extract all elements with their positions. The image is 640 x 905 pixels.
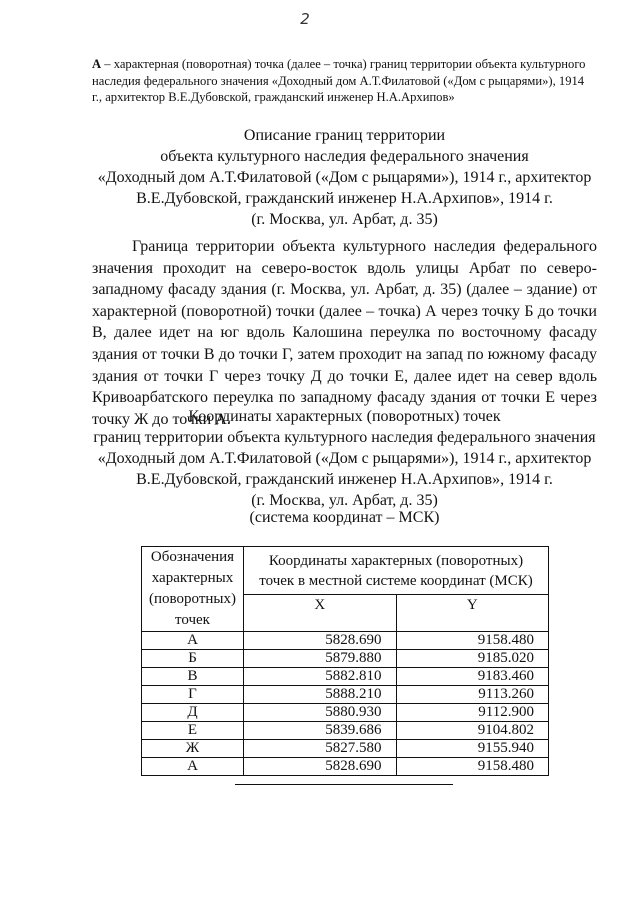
table-row bbox=[142, 686, 549, 704]
y-cell: 9155.940 bbox=[396, 740, 549, 758]
description-title-line: (г. Москва, ул. Арбат, д. 35) bbox=[251, 211, 438, 228]
point-cell: Б bbox=[142, 650, 244, 668]
table-row bbox=[142, 704, 549, 722]
y-cell: 9112.900 bbox=[396, 704, 549, 722]
x-cell: 5882.810 bbox=[244, 668, 397, 686]
coordinates-group-header-line: точек в местной системе координат (МСК) bbox=[259, 572, 533, 589]
x-cell: 5879.880 bbox=[244, 650, 397, 668]
x-cell: 5827.580 bbox=[244, 740, 397, 758]
description-title bbox=[92, 125, 597, 230]
footnote-term: А bbox=[92, 57, 102, 71]
y-cell: 9158.480 bbox=[396, 758, 549, 776]
coordinates-group-header bbox=[244, 547, 549, 595]
table-row bbox=[142, 758, 549, 776]
point-label-header-line: характерных bbox=[151, 570, 234, 586]
coordinates-title bbox=[92, 406, 597, 511]
description-title-line: «Доходный дом А.Т.Филатовой («Дом с рыцарями»), 1914 г., архитектор bbox=[97, 169, 592, 186]
table-row bbox=[142, 650, 549, 668]
coordinates-group-header-line: Координаты характерных (поворотных) bbox=[268, 552, 524, 569]
point-cell: А bbox=[142, 758, 244, 776]
y-cell: 9185.020 bbox=[396, 650, 549, 668]
y-cell: 9183.460 bbox=[396, 668, 549, 686]
point-label-header bbox=[142, 547, 244, 632]
page-number: 2 bbox=[300, 10, 310, 28]
coordinates-title-line: (г. Москва, ул. Арбат, д. 35) bbox=[251, 492, 438, 509]
point-cell: Ж bbox=[142, 740, 244, 758]
x-cell: 5880.930 bbox=[244, 704, 397, 722]
y-cell: 9104.802 bbox=[396, 722, 549, 740]
point-cell: Е bbox=[142, 722, 244, 740]
coordinates-title-line: В.Е.Дубовской, гражданский инженер Н.А.Архипов», 1914 г. bbox=[136, 471, 553, 488]
description-title-line: объекта культурного наследия федерального значения bbox=[160, 148, 529, 165]
description-title-line: В.Е.Дубовской, гражданский инженер Н.А.Архипов», 1914 г. bbox=[136, 190, 553, 207]
x-column-header: X bbox=[244, 595, 397, 632]
point-cell: А bbox=[142, 632, 244, 650]
coordinate-system-note: (система координат – МСК) bbox=[249, 509, 440, 526]
footnote-text: – характерная (поворотная) точка (далее – точка) границ территории объекта культурного наследия федерального значения «Доходный дом А.Т.Филатовой («Дом с рыцарями»), 1914 г., архитектор В.Е.Дубовской, гражданский инженер Н.А.Архипов» bbox=[92, 57, 586, 104]
boundary-description: Граница территории объекта культурного наследия федерального значения проходит на северо-восток вдоль улицы Арбат по северо-западному фасаду здания (г. Москва, ул. Арбат, д. 35) (далее – здание) от характерной (поворотной) точки (далее – точка) А через точку Б до точки В, далее идет на юг вдоль Калошина переулка по восточному фасаду здания от точки В до точки Г, затем проходит на запад по южному фасаду здания от точки Г через точку Д до точки Е, далее идет на север вдоль Кривоарбатского переулка по западному фасаду здания от точки Е через точку Ж до точки А. bbox=[92, 238, 597, 428]
table-row bbox=[142, 722, 549, 740]
table-row bbox=[142, 668, 549, 686]
coordinates-title-line: «Доходный дом А.Т.Филатовой («Дом с рыцарями»), 1914 г., архитектор bbox=[97, 450, 592, 467]
x-cell: 5839.686 bbox=[244, 722, 397, 740]
point-cell: Д bbox=[142, 704, 244, 722]
x-cell: 5828.690 bbox=[244, 758, 397, 776]
end-divider bbox=[235, 784, 453, 785]
point-label-header-line: (поворотных) bbox=[149, 591, 236, 607]
description-title-line: Описание границ территории bbox=[243, 127, 446, 144]
y-column-header: Y bbox=[396, 595, 549, 632]
y-cell: 9158.480 bbox=[396, 632, 549, 650]
table-row bbox=[142, 632, 549, 650]
coordinates-title-line: Координаты характерных (поворотных) точек bbox=[188, 408, 501, 425]
footnote bbox=[92, 56, 597, 106]
coordinates-title-line: границ территории объекта культурного наследия федерального значения bbox=[93, 429, 596, 446]
point-cell: Г bbox=[142, 686, 244, 704]
point-label-header-line: точек bbox=[175, 612, 210, 628]
y-cell: 9113.260 bbox=[396, 686, 549, 704]
point-label-header-line: Обозначения bbox=[150, 549, 235, 565]
coordinates-table bbox=[141, 546, 549, 776]
point-cell: В bbox=[142, 668, 244, 686]
x-cell: 5828.690 bbox=[244, 632, 397, 650]
table-row bbox=[142, 740, 549, 758]
x-cell: 5888.210 bbox=[244, 686, 397, 704]
